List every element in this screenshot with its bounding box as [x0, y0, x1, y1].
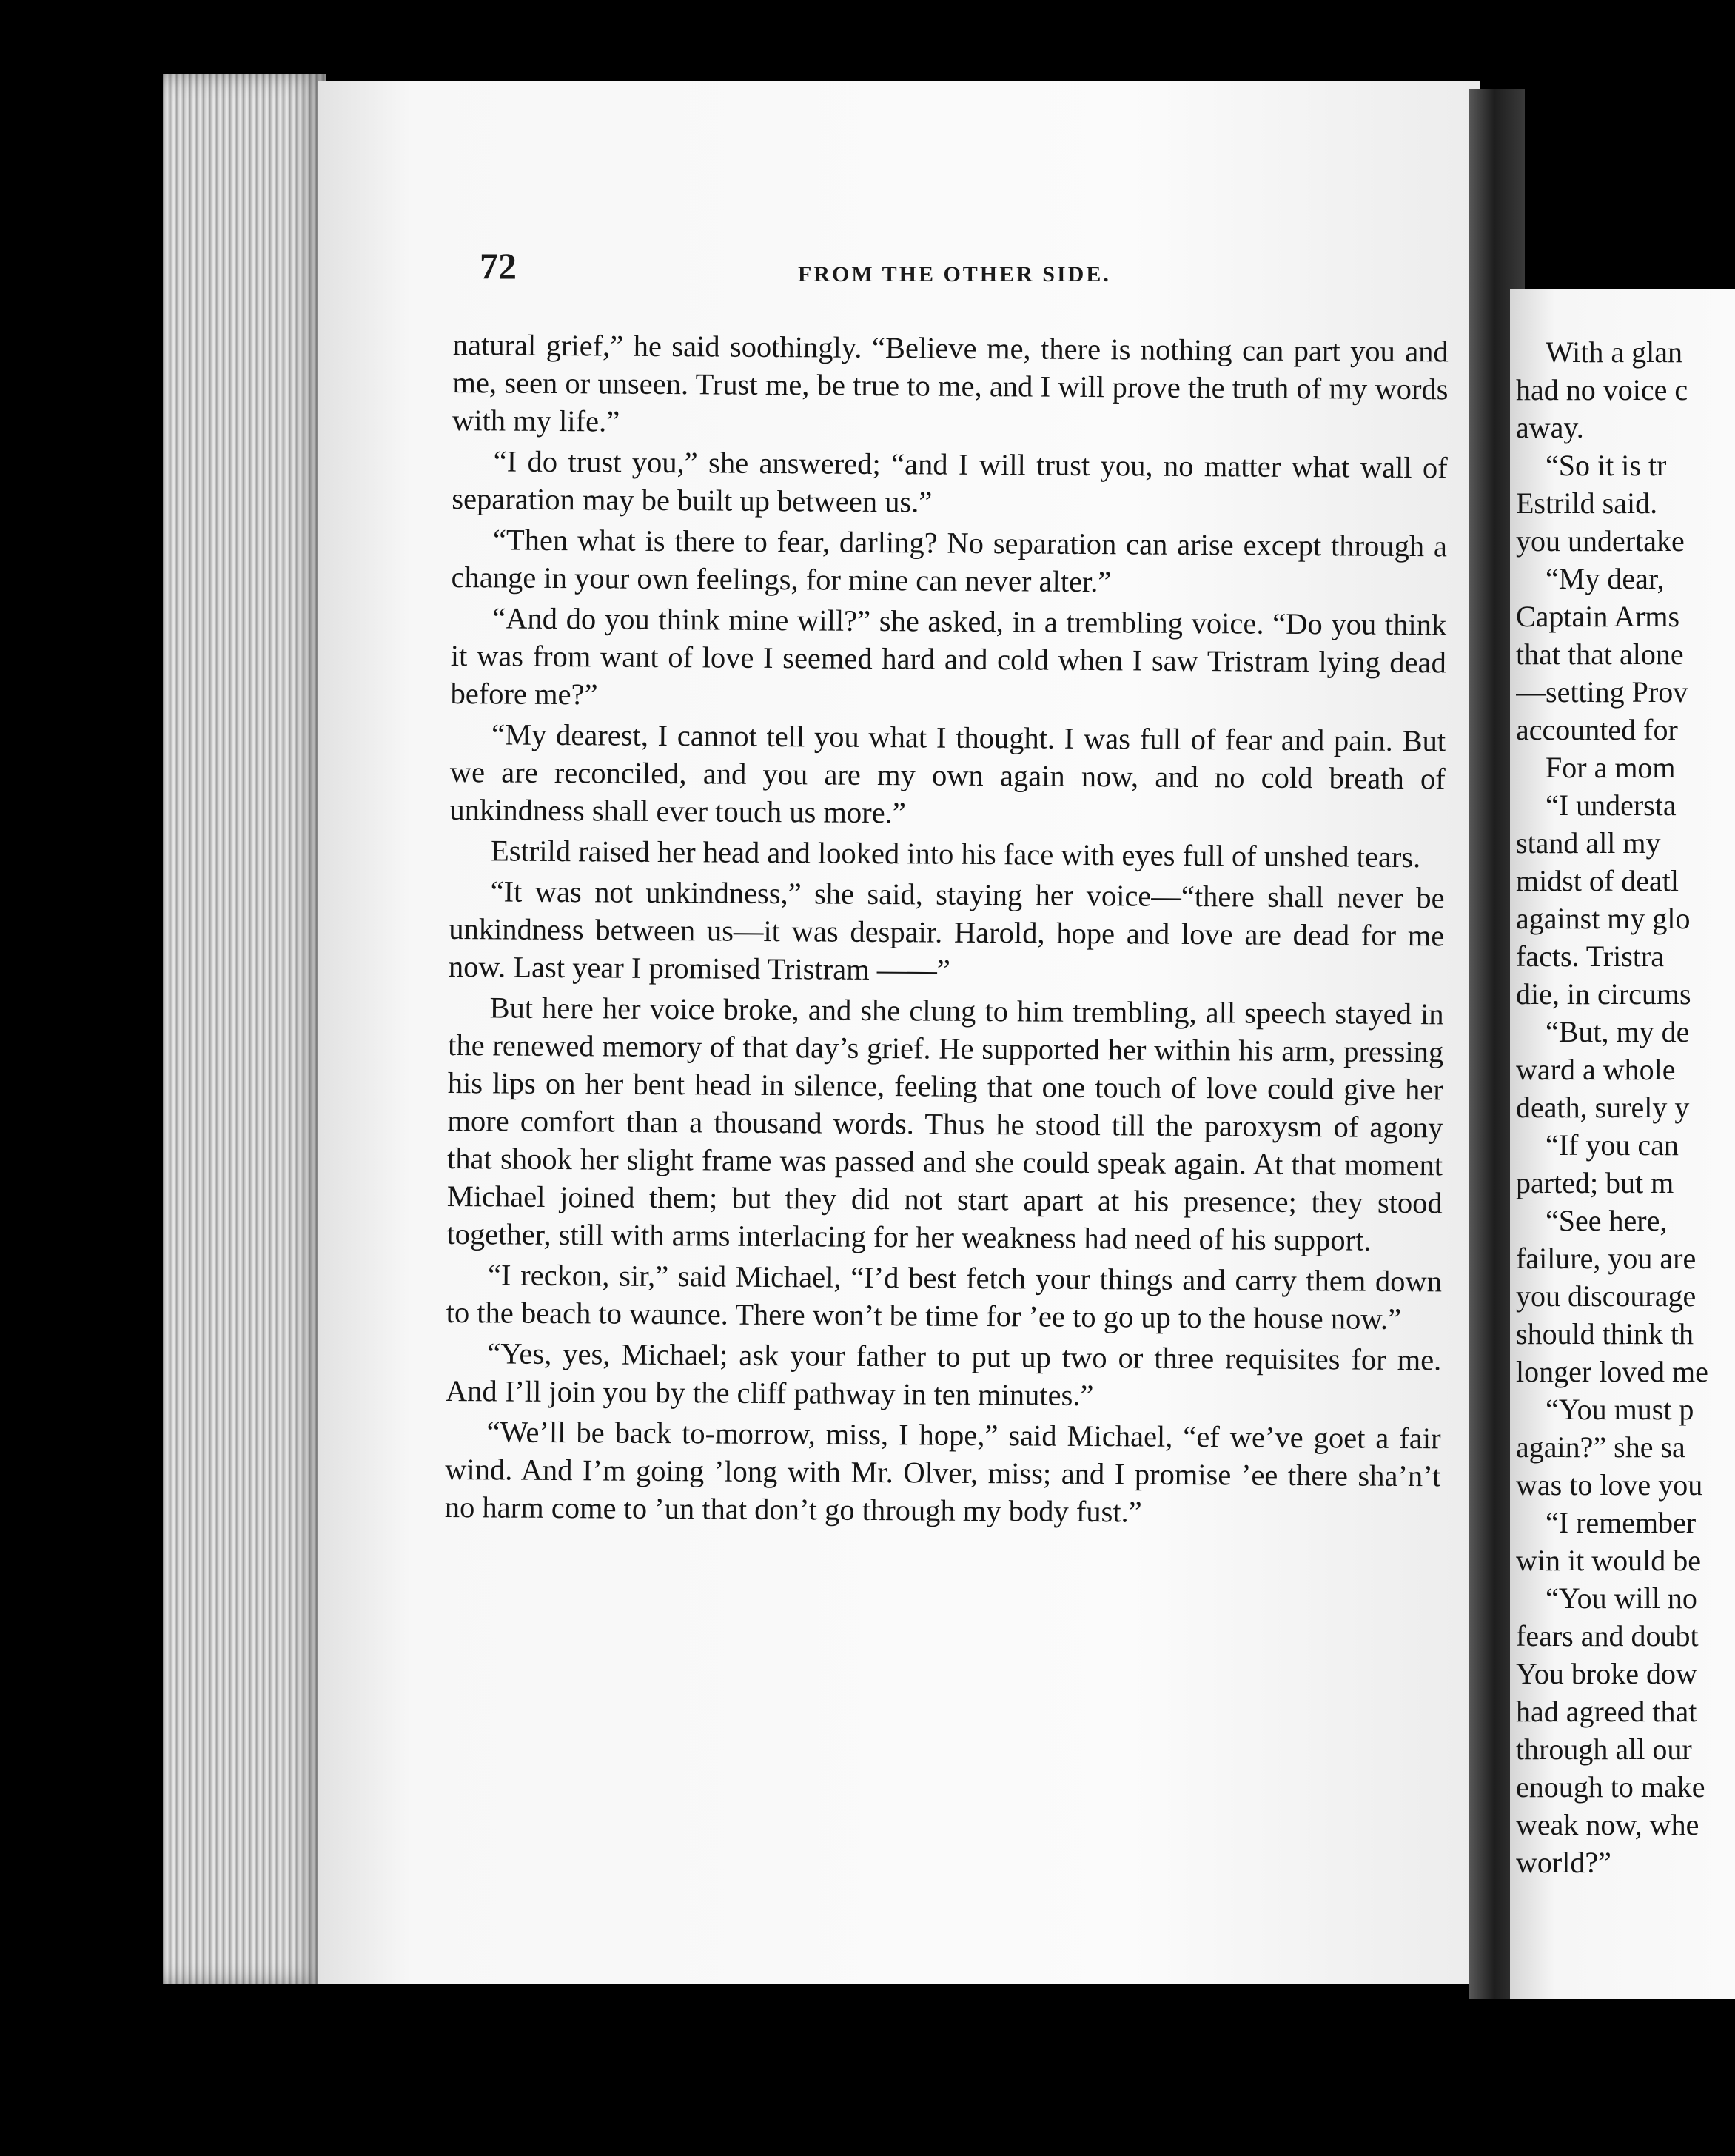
right-page-line: “If you can	[1546, 1128, 1679, 1162]
right-page-line: “You will no	[1546, 1581, 1697, 1615]
page-edges	[163, 74, 326, 1984]
right-page-line: you discourage	[1516, 1279, 1697, 1313]
right-page-line: longer loved me	[1516, 1355, 1708, 1388]
paragraph: “And do you think mine will?” she asked, in a trembling voice. “Do you think it was from want of love I seemed hard and cold when I saw Tristram lying dead before me?”	[450, 601, 1447, 712]
right-page-line: You broke dow	[1516, 1657, 1697, 1690]
right-page-line: against my glo	[1516, 902, 1691, 935]
paragraph: Estrild raised her head and looked into his face with eyes full of unshed tears.	[490, 834, 1421, 874]
right-page-line: —setting Prov	[1516, 675, 1688, 709]
right-page-line: “I remember	[1546, 1506, 1697, 1539]
right-page-line: With a glan	[1546, 335, 1682, 369]
paragraph: “Then what is there to fear, darling? No separation can arise except through a change in your own feelings, for mine can never alter.”	[451, 523, 1448, 599]
right-page-line: midst of deatl	[1516, 864, 1679, 897]
paragraph: “My dearest, I cannot tell you what I thought. I was full of fear and pain. But we are reconciled, and you are my own again now, and no cold breath of unkindness shall ever touch us more.”	[449, 717, 1446, 830]
right-page-line: “I understa	[1546, 789, 1677, 822]
right-page-line: away.	[1516, 411, 1584, 444]
right-page-line: parted; but m	[1516, 1166, 1674, 1199]
right-page-line: accounted for	[1516, 713, 1678, 746]
right-page-line: For a mom	[1546, 751, 1676, 784]
right-page-line: death, surely y	[1516, 1091, 1690, 1124]
paragraph: “It was not unkindness,” she said, staying her voice—“there shall never be unkindness between us—it was despair. Harold, hope and love are dead for me now. Last year I promised Tristram ——”	[448, 874, 1445, 987]
right-page-line: failure, you are	[1516, 1242, 1697, 1275]
paragraph: “Yes, yes, Michael; ask your father to put up two or three requisites for me. And I’ll join you by the cliff pathway in ten minutes.”	[445, 1336, 1442, 1413]
right-page-line: had no voice c	[1516, 373, 1688, 406]
right-page-line: that that alone	[1516, 637, 1684, 671]
page-number: 72	[480, 245, 517, 287]
right-page-line: die, in circums	[1516, 977, 1691, 1011]
right-page-line: Captain Arms	[1516, 600, 1680, 633]
paragraph: “I reckon, sir,” said Michael, “I’d best fetch your things and carry them down to the beach to waunce. There won’t be time for ’ee to go up to the house now.”	[446, 1258, 1443, 1336]
right-page-line: Estrild said.	[1516, 486, 1658, 520]
right-page-line: “You must p	[1546, 1393, 1694, 1426]
right-page-line: “My dear,	[1546, 562, 1665, 595]
paragraph: “I do trust you,” she answered; “and I will trust you, no matter what wall of separation may be built up between us.”	[452, 444, 1448, 519]
right-page-line: was to love you	[1516, 1468, 1703, 1502]
running-head-title: FROM THE OTHER SIDE.	[798, 262, 1111, 287]
right-page-line: you undertake	[1516, 524, 1685, 558]
right-page-line: “But, my de	[1546, 1015, 1690, 1048]
right-page-line: stand all my	[1516, 826, 1661, 860]
right-page-line: through all our	[1516, 1732, 1692, 1766]
right-page-line: win it would be	[1516, 1544, 1701, 1577]
right-page-line: ward a whole	[1516, 1053, 1676, 1086]
left-page-text	[445, 326, 1449, 1536]
paragraph: But here her voice broke, and she clung to him trembling, all speech stayed in the renewed memory of that day’s grief. He supported her within his arm, pressing his lips on her bent head in silence, feeling that one touch of love could give her more comfort than a thousand words. Thus he stood till the paroxysm of agony that shook her slight frame was passed and she could speak again. At that moment Michael joined them; but they did not start apart at his presence; they stood together, still with arms interlacing for her weakness had need of his support.	[446, 991, 1444, 1257]
right-page-line: again?” she sa	[1516, 1430, 1685, 1464]
right-page-line: “So it is tr	[1546, 449, 1667, 482]
right-page-line: had agreed that	[1516, 1695, 1697, 1728]
paragraph: “We’ll be back to-morrow, miss, I hope,” said Michael, “ef we’ve goet a fair wind. And I’m going ’long with Mr. Olver, miss; and I promise ’ee there sha’n’t no harm come to ’un that don’t go through my body fust.”	[444, 1415, 1441, 1529]
paragraph: natural grief,” he said soothingly. “Believe me, there is nothing can part you and me, seen or unseen. Trust me, be true to me, and I will prove the truth of my words with my life.”	[452, 327, 1449, 438]
right-page-line: weak now, whe	[1516, 1808, 1699, 1841]
running-head	[480, 244, 1457, 296]
right-page-line: fears and doubt	[1516, 1619, 1699, 1653]
right-page-line: “See here,	[1546, 1204, 1668, 1237]
right-page-line: facts. Tristra	[1516, 940, 1664, 973]
right-page-line: world?”	[1516, 1846, 1611, 1879]
right-page-line: should think th	[1516, 1317, 1694, 1350]
right-page-line: enough to make	[1516, 1770, 1705, 1804]
right-page-text	[1516, 333, 1735, 1881]
